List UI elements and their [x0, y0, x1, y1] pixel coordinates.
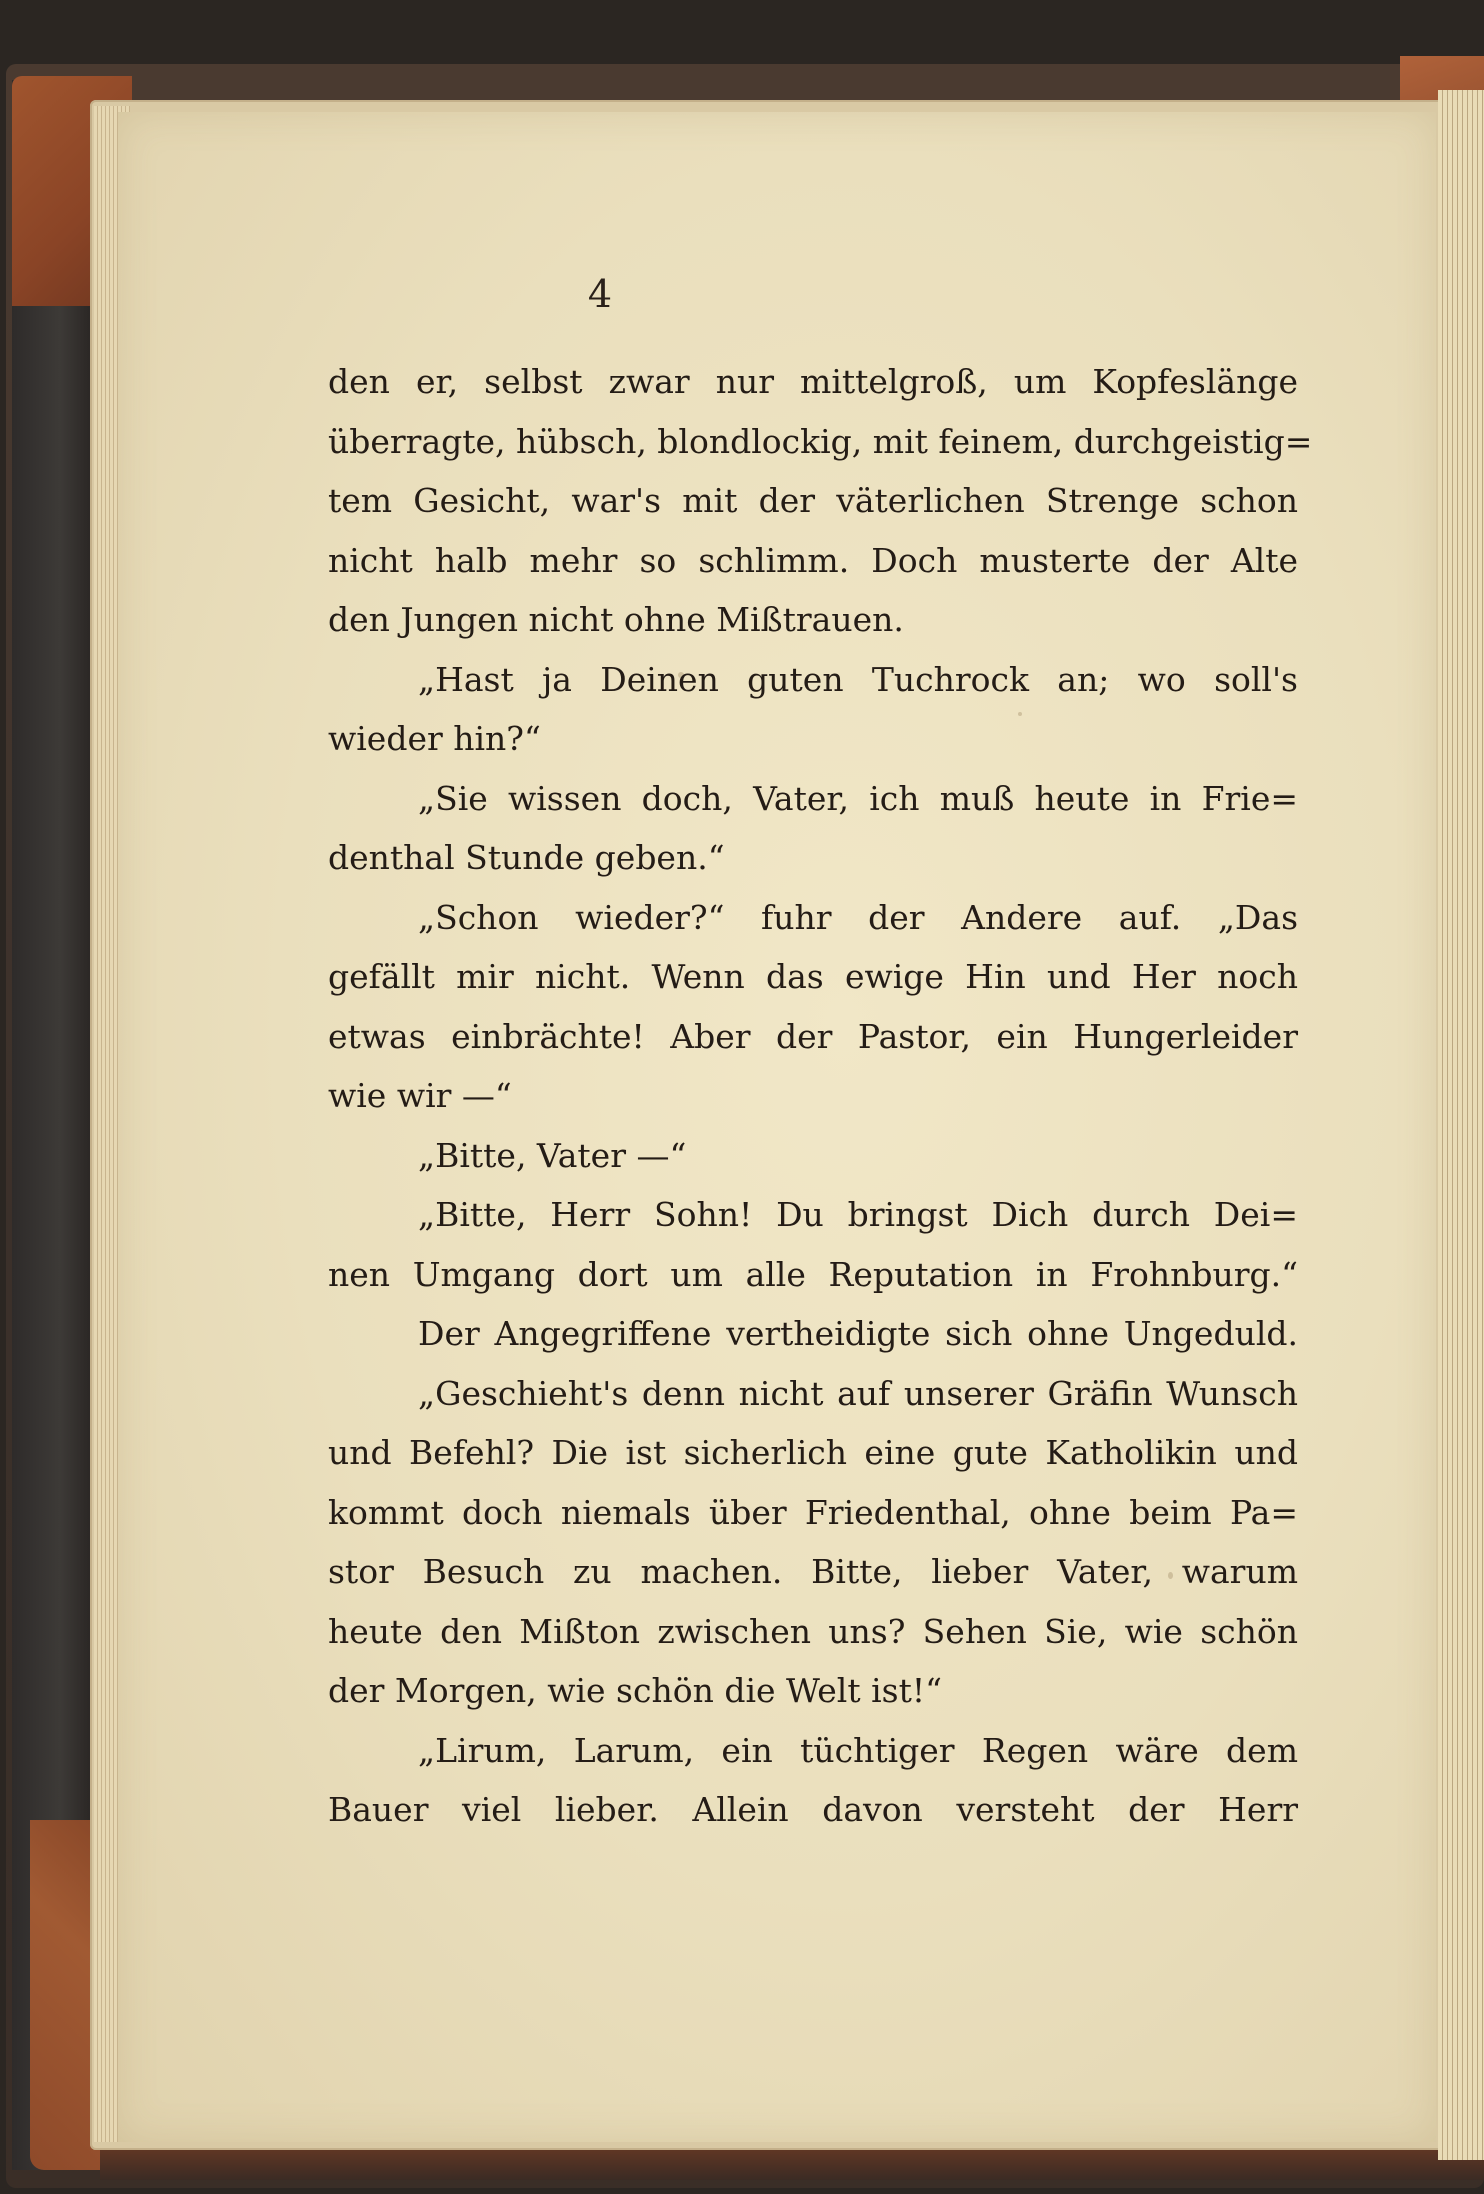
text-line: „Schon wieder?“ fuhr der Andere auf. „Das — [418, 897, 1298, 937]
text-line: nicht halb mehr so schlimm. Doch musterte der Alte — [328, 540, 1298, 580]
text-line: „Sie wissen doch, Vater, ich muß heute in Frie= — [418, 778, 1298, 818]
body-text — [328, 352, 1313, 1840]
text-line: etwas einbrächte! Aber der Pastor, ein Hungerleider — [328, 1016, 1298, 1056]
text-line: nen Umgang dort um alle Reputation in Frohnburg.“ — [328, 1254, 1298, 1294]
text-line: wieder hin?“ — [328, 719, 541, 758]
text-line: den Jungen nicht ohne Mißtrauen. — [328, 600, 904, 639]
text-line: wie wir —“ — [328, 1076, 512, 1115]
text-line: kommt doch niemals über Friedenthal, ohne beim Pa= — [328, 1492, 1298, 1532]
page-number: 4 — [587, 272, 613, 316]
text-line: Der Angegriffene vertheidigte sich ohne Ungeduld. — [418, 1314, 1298, 1353]
page-right-edges — [1438, 90, 1484, 2160]
text-line: und Befehl? Die ist sicherlich eine gute Katholikin und — [328, 1433, 1298, 1472]
text-line: den er, selbst zwar nur mittelgroß, um Kopfeslänge — [328, 362, 1298, 401]
text-line: „Lirum, Larum, ein tüchtiger Regen wäre dem — [418, 1730, 1298, 1770]
text-line: heute den Mißton zwischen uns? Sehen Sie, wie schön — [328, 1611, 1298, 1651]
text-line: Bauer viel lieber. Allein davon versteht der Herr — [328, 1790, 1298, 1829]
text-line: „Bitte, Vater —“ — [418, 1135, 687, 1175]
text-line: stor Besuch zu machen. Bitte, lieber Vater, warum — [328, 1552, 1298, 1591]
text-line: „Bitte, Herr Sohn! Du bringst Dich durch Dei= — [418, 1195, 1298, 1234]
text-line: „Geschieht's denn nicht auf unserer Gräfin Wunsch — [418, 1373, 1298, 1413]
text-line: „Hast ja Deinen guten Tuchrock an; wo soll's — [418, 659, 1298, 699]
text-line: tem Gesicht, war's mit der väterlichen Strenge schon — [328, 481, 1298, 520]
text-line: denthal Stunde geben.“ — [328, 838, 725, 877]
text-line: der Morgen, wie schön die Welt ist!“ — [328, 1671, 942, 1710]
text-line: überragte, hübsch, blondlockig, mit feinem, durchgeistig= — [328, 421, 1313, 461]
text-line: gefällt mir nicht. Wenn das ewige Hin und Her noch — [328, 957, 1298, 996]
